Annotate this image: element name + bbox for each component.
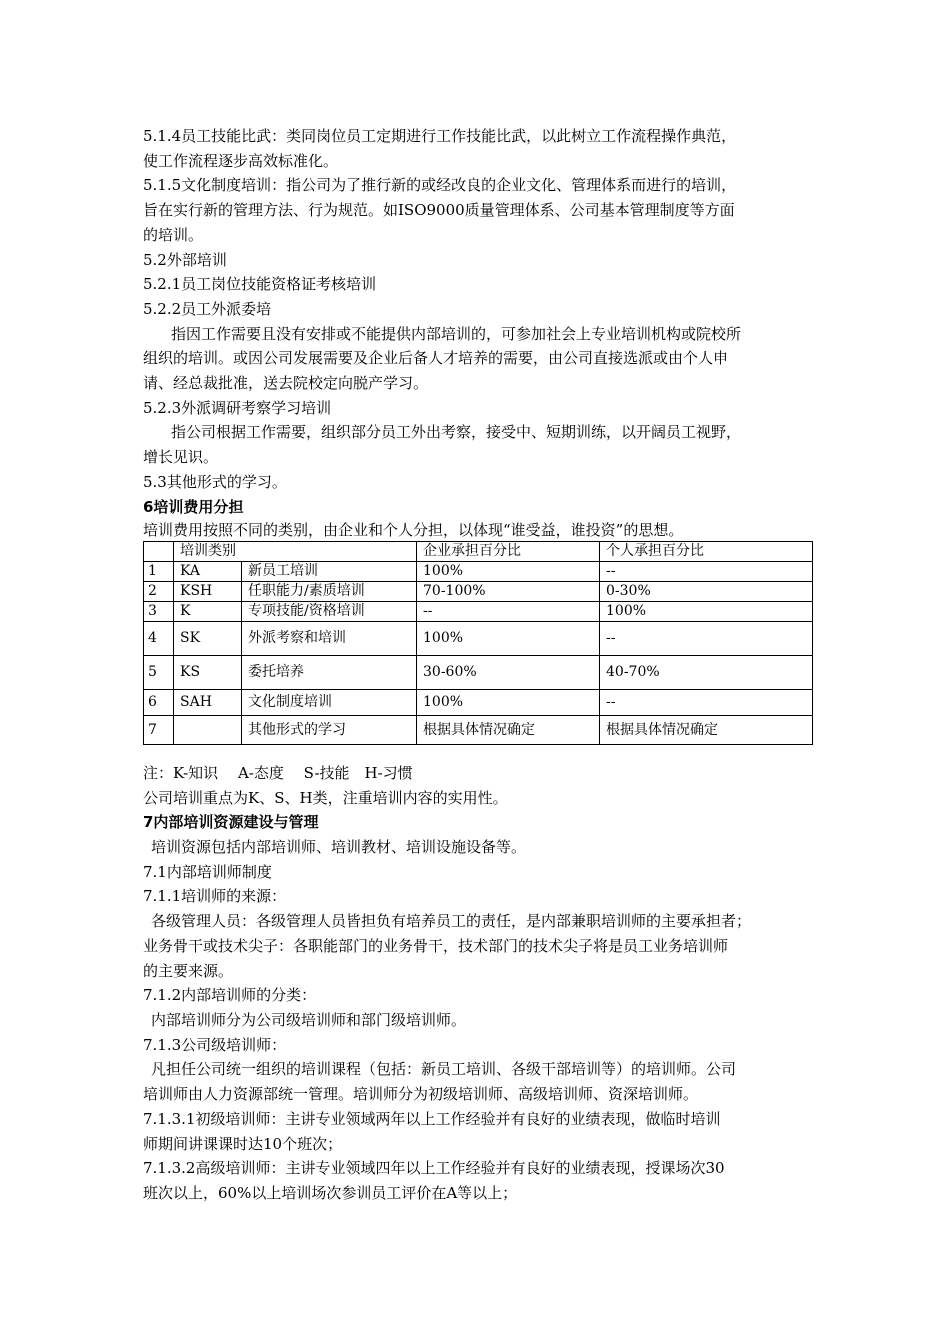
row-code: KA — [174, 562, 242, 582]
text-line: 5.1.4员工技能比武：类同岗位员工定期进行工作技能比武，以此树立工作流程操作典范， — [143, 127, 737, 145]
text-line: 5.1.5文化制度培训：指公司为了推行新的或经改良的企业文化、管理体系而进行的培训， — [143, 176, 737, 195]
row-personal: 100% — [600, 602, 813, 622]
paragraph-line: 指公司根据工作需要，组织部分员工外出考察，接受中、短期训练，以开阔员工视野， — [171, 423, 742, 442]
row-personal: -- — [600, 562, 813, 582]
paragraph-line: 组织的培训。或因公司发展需要及企业后备人才培养的需要，由公司直接选派或由个人申 — [143, 349, 729, 368]
header-category: 培训类别 — [174, 542, 417, 562]
text-line: 旨在实行新的管理方法、行为规范。如ISO9000质量管理体系、公司基本管理制度等方面 — [143, 201, 735, 220]
row-name: 其他形式的学习 — [242, 715, 417, 744]
row-name: 专项技能/资格培训 — [242, 602, 417, 622]
subsection-heading-5-2-3: 5.2.3外派调研考察学习培训 — [143, 398, 332, 417]
row-company: 70-100% — [417, 582, 600, 602]
table-row — [144, 690, 813, 716]
table-row — [144, 656, 813, 690]
section-heading-5-3: 5.3其他形式的学习。 — [143, 472, 287, 491]
paragraph-line: 培训资源包括内部培训师、培训教材、培训设施设备等。 — [151, 838, 527, 857]
training-emphasis: 公司培训重点为K、S、H类，注重培训内容的实用性。 — [143, 788, 508, 807]
paragraph-line: 各级管理人员：各级管理人员皆担负有培养员工的责任，是内部兼职培训师的主要承担者； — [151, 912, 752, 931]
table-row — [144, 582, 813, 602]
section-heading-6: 6培训费用分担 — [143, 497, 244, 516]
section-heading-7-1: 7.1内部培训师制度 — [143, 862, 272, 881]
section-heading-7: 7内部培训资源建设与管理 — [143, 813, 319, 832]
row-number: 3 — [144, 602, 174, 622]
subsection-heading-7-1-2: 7.1.2内部培训师的分类： — [143, 986, 317, 1005]
paragraph-line: 指因工作需要且没有安排或不能提供内部培训的，可参加社会上专业培训机构或院校所 — [171, 324, 742, 343]
subsection-heading-5-2-2: 5.2.2员工外派委培 — [143, 299, 272, 318]
paragraph-line: 7.1.3.2高级培训师：主讲专业领域四年以上工作经验并有良好的业绩表现，授课场次30 — [143, 1159, 725, 1178]
row-code — [174, 715, 242, 744]
table-row — [144, 562, 813, 582]
row-company: 30-60% — [417, 656, 600, 690]
document-page — [143, 124, 815, 1206]
paragraph-line: 培训师由人力资源部统一管理。培训师分为初级培训师、高级培训师、资深培训师。 — [143, 1085, 699, 1104]
row-number: 7 — [144, 715, 174, 744]
row-name: 新员工培训 — [242, 562, 417, 582]
table-row — [144, 602, 813, 622]
table-note: 注：K-知识 A-态度 S-技能 H-习惯 — [143, 763, 413, 782]
row-code: K — [174, 602, 242, 622]
table-row — [144, 715, 813, 744]
row-name: 文化制度培训 — [242, 690, 417, 716]
row-company: 100% — [417, 562, 600, 582]
row-personal: -- — [600, 622, 813, 656]
subsection-heading-7-1-3: 7.1.3公司级培训师： — [143, 1035, 287, 1054]
header-company-share: 企业承担百分比 — [417, 542, 600, 562]
table-intro: 培训费用按照不同的类别，由企业和个人分担，以体现“谁受益，谁投资”的思想。 — [143, 521, 684, 540]
row-number: 5 — [144, 656, 174, 690]
header-personal-share: 个人承担百分比 — [600, 542, 813, 562]
table-header-row — [144, 542, 813, 562]
text-line: 的培训。 — [143, 225, 204, 244]
paragraph-line: 增长见识。 — [143, 448, 219, 467]
row-name: 任职能力/素质培训 — [242, 582, 417, 602]
paragraph-line: 请、经总裁批准，送去院校定向脱产学习。 — [143, 374, 429, 393]
section-heading-5-2: 5.2外部培训 — [143, 250, 227, 269]
row-name: 外派考察和培训 — [242, 622, 417, 656]
row-code: SK — [174, 622, 242, 656]
row-company: 100% — [417, 622, 600, 656]
subsection-heading-7-1-1: 7.1.1培训师的来源： — [143, 887, 287, 906]
row-number: 2 — [144, 582, 174, 602]
row-company: -- — [417, 602, 600, 622]
row-personal: -- — [600, 690, 813, 716]
paragraph-line: 业务骨干或技术尖子：各职能部门的业务骨干，技术部门的技术尖子将是员工业务培训师 — [143, 936, 729, 955]
paragraph-line: 内部培训师分为公司级培训师和部门级培训师。 — [151, 1010, 467, 1029]
fee-sharing-table — [143, 541, 813, 745]
paragraph-line: 凡担任公司统一组织的培训课程（包括：新员工培训、各级干部培训等）的培训师。公司 — [151, 1060, 737, 1079]
row-code: SAH — [174, 690, 242, 716]
row-company: 根据具体情况确定 — [417, 715, 600, 744]
row-personal: 40-70% — [600, 656, 813, 690]
row-personal: 0-30% — [600, 582, 813, 602]
row-number: 1 — [144, 562, 174, 582]
table-row — [144, 622, 813, 656]
paragraph-line: 师期间讲课课时达10个班次； — [143, 1134, 343, 1153]
paragraph-line: 7.1.3.1初级培训师：主讲专业领域两年以上工作经验并有良好的业绩表现，做临时培训 — [143, 1109, 721, 1128]
row-code: KSH — [174, 582, 242, 602]
row-code: KS — [174, 656, 242, 690]
row-number: 4 — [144, 622, 174, 656]
row-number: 6 — [144, 690, 174, 716]
row-name: 委托培养 — [242, 656, 417, 690]
subsection-heading-5-2-1: 5.2.1员工岗位技能资格证考核培训 — [143, 275, 377, 294]
text-line: 使工作流程逐步高效标准化。 — [143, 151, 339, 170]
paragraph-line: 班次以上，60%以上培训场次参训员工评价在A等以上； — [143, 1183, 518, 1202]
paragraph-line: 的主要来源。 — [143, 961, 234, 980]
row-personal: 根据具体情况确定 — [600, 715, 813, 744]
row-company: 100% — [417, 690, 600, 716]
